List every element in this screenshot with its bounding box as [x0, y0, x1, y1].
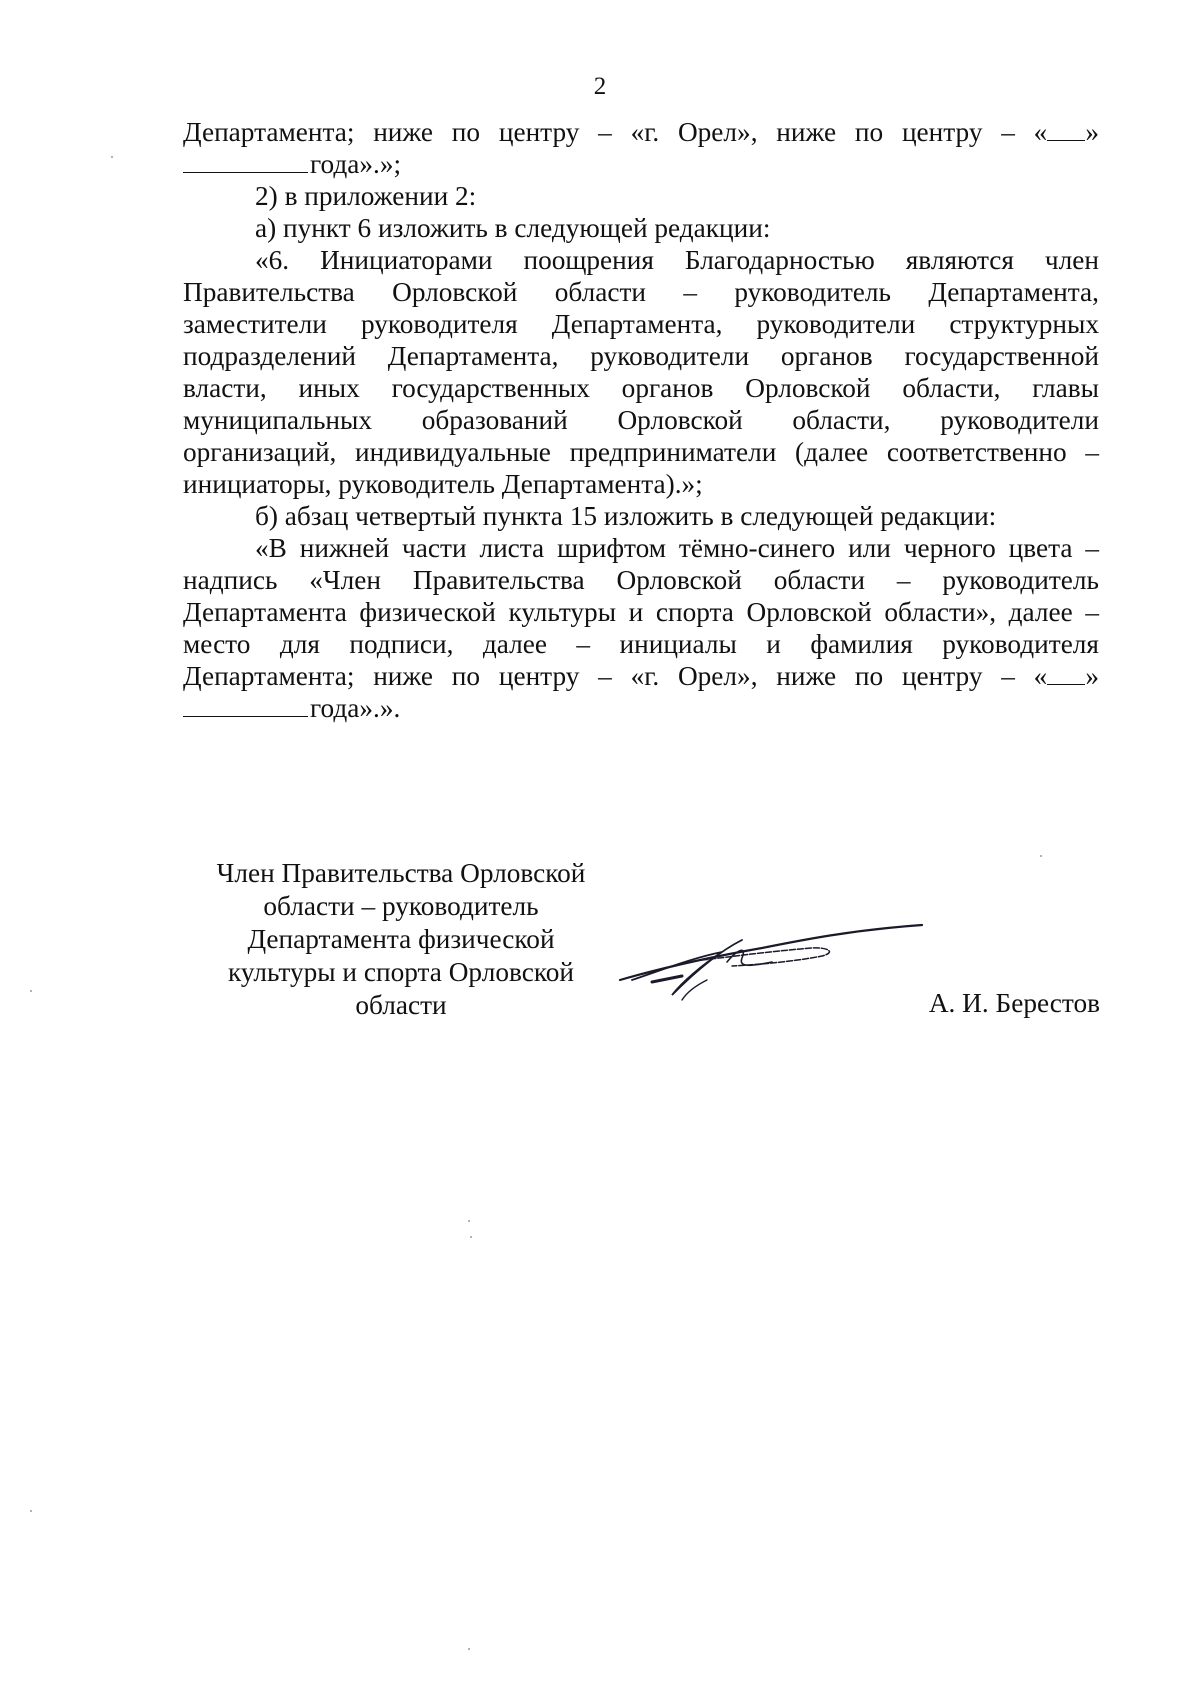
- body-line: [183, 116, 1099, 148]
- signer-title-line: Член Правительства Орловской: [216, 858, 586, 888]
- scan-speck: [1040, 855, 1042, 857]
- body-line: место для подписи, далее – инициалы и фамилия руководителя: [183, 629, 1099, 659]
- body-line: «6. Инициаторами поощрения Благодарностью являются член: [255, 245, 1099, 275]
- handwritten-signature: [612, 910, 932, 1020]
- signer-title-line: культуры и спорта Орловской: [228, 957, 574, 987]
- body-line: 2) в приложении 2:: [255, 181, 477, 211]
- body-line-text: »: [1085, 661, 1099, 691]
- scan-speck: [470, 1236, 472, 1238]
- blank-field: [1047, 660, 1085, 685]
- body-line: [183, 660, 1099, 692]
- body-line: [183, 692, 1099, 724]
- body-line-text: Департамента; ниже по центру – «г. Орел», ниже по центру – «: [183, 117, 1048, 147]
- body-line: а) пункт 6 изложить в следующей редакции:: [255, 213, 771, 243]
- document-body: [183, 116, 1099, 724]
- body-line: подразделений Департамента, руководители органов государственной: [183, 341, 1099, 371]
- body-line: муниципальных образований Орловской области, руководители: [183, 405, 1099, 435]
- scan-speck: [111, 156, 113, 158]
- body-line: организаций, индивидуальные предприниматели (далее соответственно –: [183, 437, 1099, 467]
- body-line-text: »: [1085, 117, 1099, 147]
- body-line-text: Департамента; ниже по центру – «г. Орел», ниже по центру – «: [183, 661, 1048, 691]
- body-line: Правительства Орловской области – руководитель Департамента,: [183, 277, 1099, 307]
- signer-title-line: области – руководитель: [263, 891, 539, 921]
- scan-speck: [30, 990, 32, 992]
- scan-speck: [468, 1648, 470, 1650]
- signer-title-line: Департамента физической: [247, 924, 555, 954]
- body-line: инициаторы, руководитель Департамента).»;: [183, 469, 703, 499]
- blank-field: [183, 692, 308, 717]
- signer-title-line: области: [355, 990, 447, 1020]
- body-line-text: года».».: [310, 693, 401, 723]
- body-line: заместители руководителя Департамента, руководители структурных: [183, 309, 1099, 339]
- body-line: власти, иных государственных органов Орловской области, главы: [183, 373, 1099, 403]
- body-line-text: года».»;: [310, 149, 402, 179]
- body-line: [183, 148, 1099, 180]
- blank-field: [183, 148, 308, 173]
- blank-field: [1047, 116, 1085, 141]
- signer-title: [195, 857, 607, 1022]
- body-line: Департамента физической культуры и спорта Орловской области», далее –: [183, 597, 1099, 627]
- scan-speck: [30, 1510, 32, 1512]
- page-number: 2: [593, 73, 607, 100]
- signer-name: А. И. Берестов: [928, 988, 1100, 1018]
- body-line: б) абзац четвертый пункта 15 изложить в следующей редакции:: [255, 501, 997, 531]
- scan-speck: [468, 1220, 470, 1222]
- body-line: «В нижней части листа шрифтом тёмно-синего или черного цвета –: [255, 533, 1099, 563]
- body-line: надпись «Член Правительства Орловской области – руководитель: [183, 565, 1099, 595]
